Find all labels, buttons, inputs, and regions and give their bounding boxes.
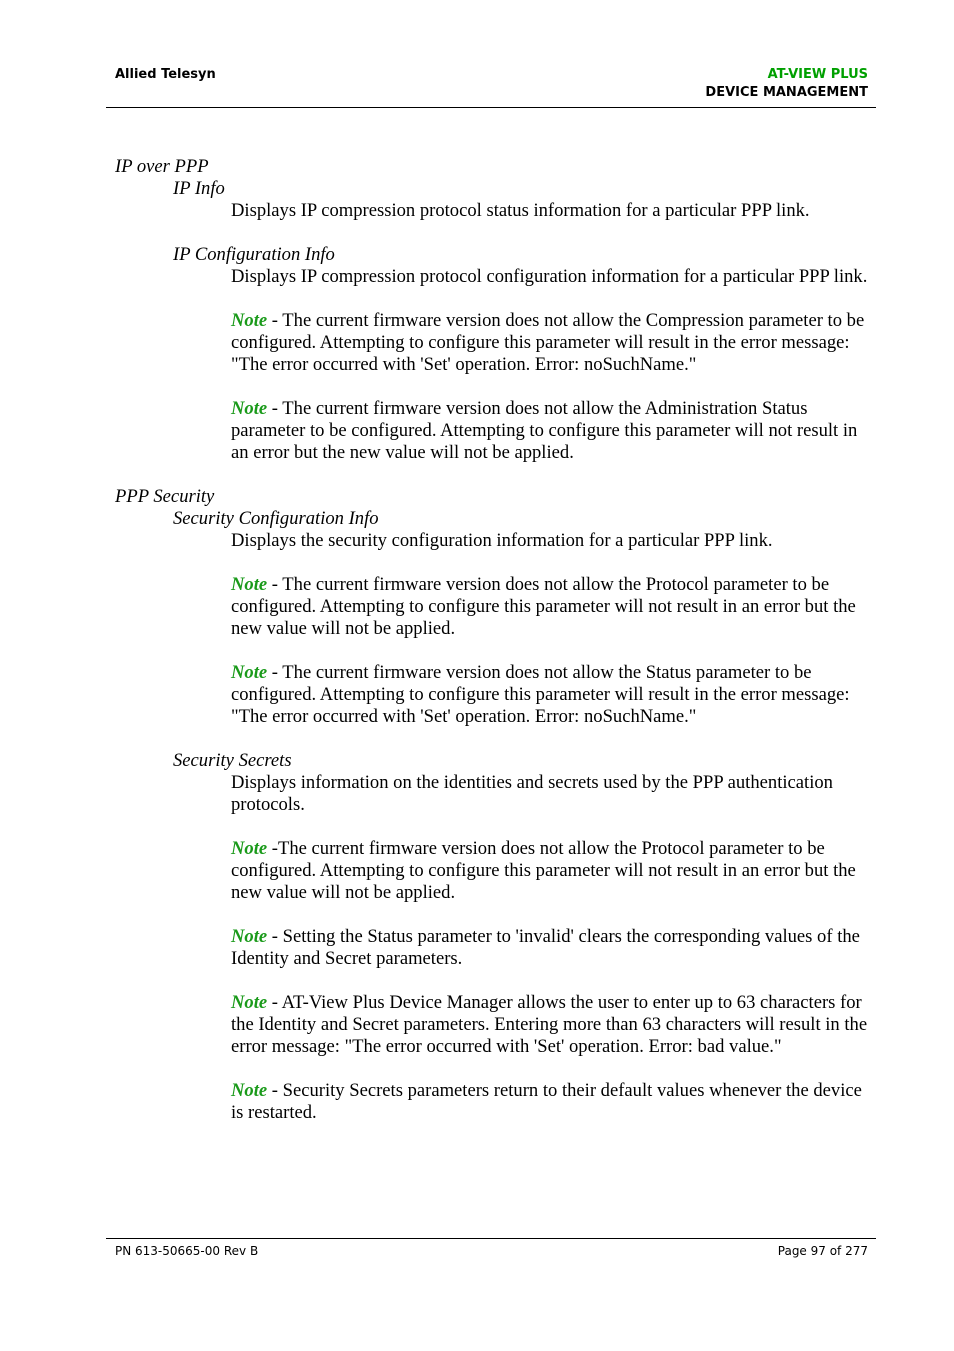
note-label: Note: [231, 992, 268, 1013]
security-secrets-description: Displays information on the identities and secrets used by the PPP authentication protocols.: [231, 772, 833, 815]
note-text: -The current firmware version does not allow the Protocol parameter to be configured. Attempting to configure this parameter will not result in an error but the new value will not be applied.: [231, 838, 856, 903]
note-paragraph: [231, 662, 871, 728]
page-body: [0, 156, 954, 1124]
header-product: AT-VIEW PLUS: [767, 67, 868, 82]
note-text: - The current firmware version does not allow the Protocol parameter to be configured. Attempting to configure this parameter will not result in an error but the new value will not be applied.: [231, 574, 856, 639]
note-text: - The current firmware version does not allow the Administration Status parameter to be configured. Attempting to configure this parameter will not result in an error but the new value will not be applied.: [231, 398, 858, 463]
ip-config-info-description: Displays IP compression protocol configuration information for a particular PPP link.: [231, 266, 868, 287]
ip-info-description: Displays IP compression protocol status information for a particular PPP link.: [231, 200, 810, 221]
note-label: Note: [231, 310, 268, 331]
note-paragraph: [231, 398, 871, 464]
note-paragraph: [231, 310, 871, 376]
security-config-info-description: Displays the security configuration information for a particular PPP link.: [231, 530, 773, 551]
subsection-title-security-secrets: Security Secrets: [173, 750, 292, 771]
section-title-ppp-security: PPP Security: [115, 486, 215, 507]
note-text: - The current firmware version does not allow the Compression parameter to be configured. Attempting to configure this parameter will result in the error message: "The error occurred with 'Set' operation. Error: noSuchName.": [231, 310, 865, 375]
subsection-title-ip-info: IP Info: [173, 178, 225, 199]
note-paragraph: [231, 926, 871, 970]
note-label: Note: [231, 574, 268, 595]
footer-rule: [106, 1238, 876, 1239]
note-text: - Security Secrets parameters return to their default values whenever the device is restarted.: [231, 1080, 862, 1123]
note-label: Note: [231, 1080, 268, 1101]
header-section: DEVICE MANAGEMENT: [705, 85, 868, 100]
note-paragraph: [231, 574, 871, 640]
note-label: Note: [231, 398, 268, 419]
note-label: Note: [231, 662, 268, 683]
note-label: Note: [231, 926, 268, 947]
section-title-ip-over-ppp: IP over PPP: [115, 156, 209, 177]
note-label: Note: [231, 838, 268, 859]
note-text: - Setting the Status parameter to 'invalid' clears the corresponding values of the Identity and Secret parameters.: [231, 926, 860, 969]
footer-part-number: PN 613-50665-00 Rev B: [115, 1244, 259, 1258]
header-rule: [106, 107, 876, 108]
note-paragraph: [231, 1080, 871, 1124]
subsection-title-security-config-info: Security Configuration Info: [173, 508, 379, 529]
note-paragraph: [231, 992, 871, 1058]
subsection-title-ip-config-info: IP Configuration Info: [173, 244, 335, 265]
note-text: - The current firmware version does not allow the Status parameter to be configured. Attempting to configure this parameter will result in the error message: "The error occurred with 'Set' operation. Error: noSuchName.": [231, 662, 850, 727]
footer-page-number: Page 97 of 277: [777, 1244, 868, 1258]
header-company: Allied Telesyn: [115, 67, 216, 82]
note-text: - AT-View Plus Device Manager allows the user to enter up to 63 characters for the Identity and Secret parameters. Entering more than 63 characters will result in the error message: "The error occurred with 'Set' operation. Error: bad value.": [231, 992, 868, 1057]
note-paragraph: [231, 838, 871, 904]
